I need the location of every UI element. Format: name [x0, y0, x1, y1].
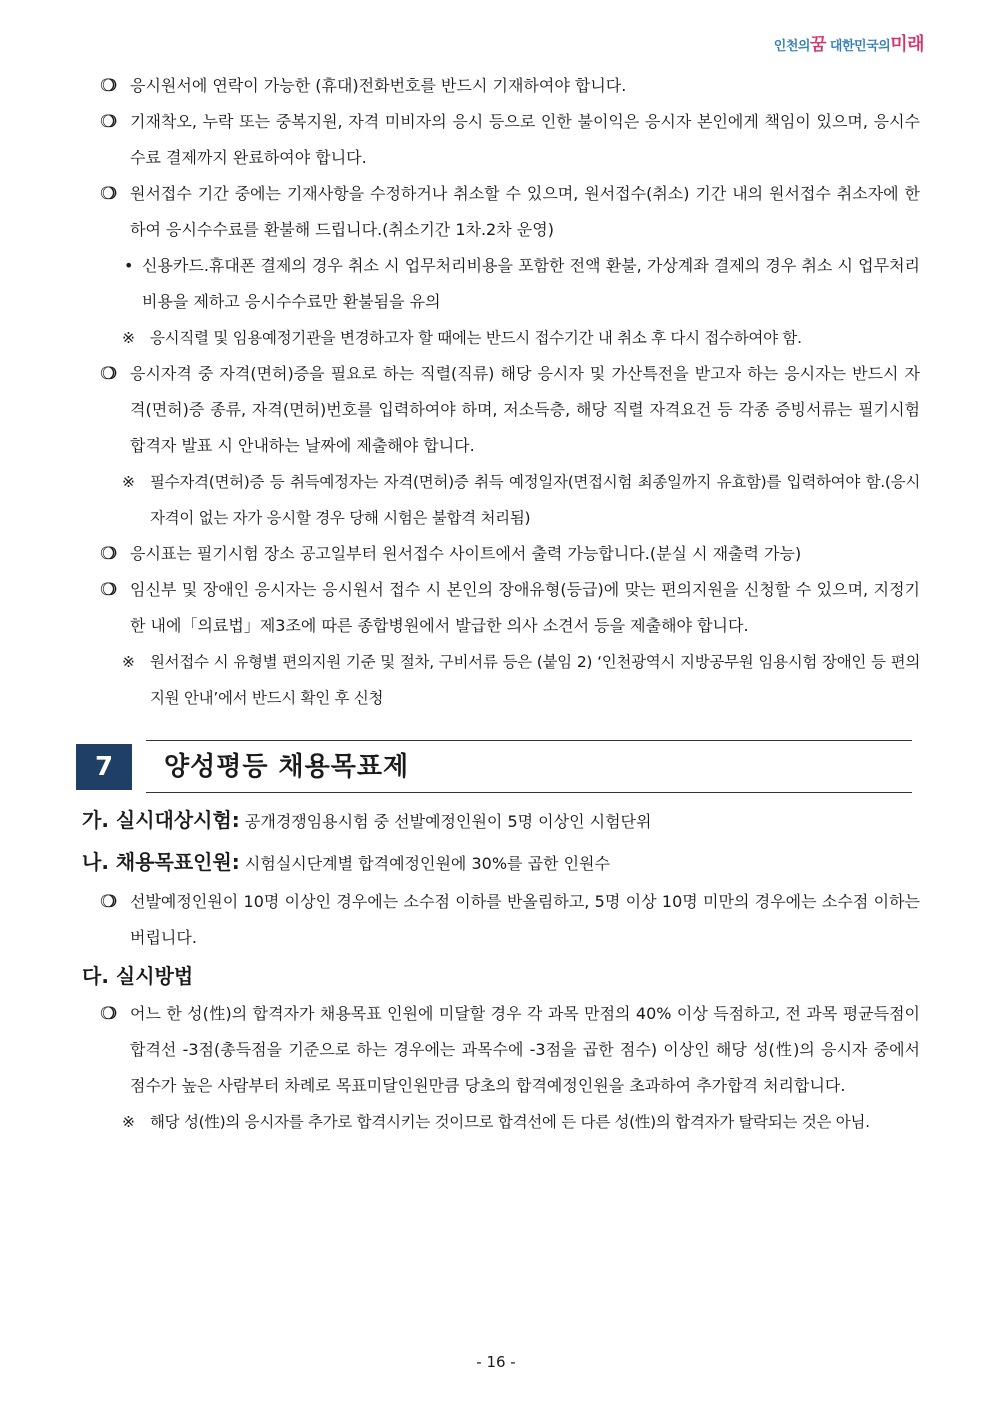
bullet-item [100, 356, 920, 464]
note-text: 해당 성(性)의 응시자를 추가로 합격시키는 것이므로 합격선에 든 다른 성(性)의 합격자가 탈락되는 것은 아님. [150, 1113, 870, 1131]
note-mark: ※ [122, 329, 135, 347]
dot-text: 신용카드.휴대폰 결제의 경우 취소 시 업무처리비용을 포함한 전액 환불, 가상계좌 결제의 경우 취소 시 업무처리비용을 제하고 응시수수료만 환불됨을 유의 [142, 256, 920, 311]
bullet-text: 응시자격 중 자격(면허)증을 필요로 하는 직렬(직류) 해당 응시자 및 가산특전을 받고자 하는 응시자는 반드시 자격(면허)증 종류, 자격(면허)번호를 입력하여야 하며, 저소득층, 해당 직렬 자격요건 등 각종 증빙서류는 필기시험 합격자 발표 시 안내하는 날짜에 제출해야 합니다. [130, 364, 920, 455]
page-content [0, 68, 992, 1140]
note-item [122, 464, 920, 536]
subsection-label: 나. 채용목표인원: [82, 850, 240, 874]
subsection-text: 시험실시단계별 합격예정인원에 30%를 곱한 인원수 [244, 854, 610, 873]
note-text: 응시직렬 및 임용예정기관을 변경하고자 할 때에는 반드시 접수기간 내 취소 후 다시 접수하여야 함. [150, 329, 802, 347]
subsection-ga [82, 800, 992, 842]
bullet-mark: ❍ ❍ [100, 184, 116, 204]
note-text: 필수자격(면허)증 등 취득예정자는 자격(면허)증 취득 예정일자(면접시험 최종일까지 유효함)를 입력하여야 함.(응시자격이 없는 자가 응시할 경우 당해 시험은 불합격 처리됨) [150, 473, 920, 527]
subsection-na [82, 842, 992, 884]
section-rule-bottom [146, 792, 912, 793]
note-item [122, 644, 920, 716]
section-rule-top [146, 740, 912, 741]
section-header [76, 740, 912, 800]
section-number: 7 [76, 744, 132, 790]
bullet-mark: ❍ ❍ [100, 112, 116, 132]
note-item [122, 1104, 920, 1140]
logo-text-3: 대한민국의 [829, 39, 891, 54]
note-mark: ※ [122, 473, 135, 491]
dot-mark: • [124, 256, 134, 275]
logo-text-1: 인천의 [773, 39, 810, 54]
bullet-item [100, 884, 920, 956]
bullet-mark: ❍ ❍ [100, 892, 116, 912]
bullet-text: 임신부 및 장애인 응시자는 응시원서 접수 시 본인의 장애유형(등급)에 맞는 편의지원을 신청할 수 있으며, 지정기한 내에「의료법」제3조에 따른 종합병원에서 발급한 의사 소견서 등을 제출해야 합니다. [130, 580, 920, 635]
bullet-mark: ❍ ❍ [100, 76, 116, 96]
bullet-item [100, 176, 920, 248]
bullet-item [100, 996, 920, 1104]
subsection-text: 공개경쟁임용시험 중 선발예정인원이 5명 이상인 시험단위 [244, 812, 652, 831]
bullet-item [100, 68, 920, 104]
bullet-text: 어느 한 성(性)의 합격자가 채용목표 인원에 미달할 경우 각 과목 만점의 40% 이상 득점하고, 전 과목 평균득점이 합격선 -3점(총득점을 기준으로 하는 경우에는 과목수에 -3점을 곱한 점수) 이상인 해당 성(性)의 응시자 중에서 점수가 높은 사람부터 차례로 목표미달인원만큼 당초의 합격예정인원을 초과하여 추가합격 처리합니다. [130, 1004, 920, 1095]
note-text: 원서접수 시 유형별 편의지원 기준 및 절차, 구비서류 등은 (붙임 2) ‘인천광역시 지방공무원 임용시험 장애인 등 편의지원 안내’에서 반드시 확인 후 신청 [150, 653, 920, 707]
bullet-mark: ❍ ❍ [100, 364, 116, 384]
logo-text-4: 미래 [890, 34, 924, 55]
bullet-text: 원서접수 기간 중에는 기재사항을 수정하거나 취소할 수 있으며, 원서접수(취소) 기간 내의 원서접수 취소자에 한하여 응시수수료를 환불해 드립니다.(취소기간 1차.2차 운영) [130, 184, 920, 239]
bullet-mark: ❍ ❍ [100, 1004, 116, 1024]
bullet-mark: ❍ ❍ [100, 580, 116, 600]
header-logo [774, 30, 924, 56]
bullet-item [100, 572, 920, 644]
bullet-item [100, 536, 920, 572]
bullet-text: 기재착오, 누락 또는 중복지원, 자격 미비자의 응시 등으로 인한 불이익은 응시자 본인에게 책임이 있으며, 응시수수료 결제까지 완료하여야 합니다. [130, 112, 920, 167]
dot-item [124, 248, 920, 320]
bullet-item [100, 104, 920, 176]
note-item [122, 320, 920, 356]
bullet-text: 응시원서에 연락이 가능한 (휴대)전화번호를 반드시 기재하여야 합니다. [130, 76, 627, 95]
note-mark: ※ [122, 1113, 135, 1131]
logo-text-2: 꿈 [809, 35, 826, 55]
subsection-label: 가. 실시대상시험: [82, 808, 240, 832]
bullet-text: 응시표는 필기시험 장소 공고일부터 원서접수 사이트에서 출력 가능합니다.(분실 시 재출력 가능) [130, 544, 802, 563]
bullet-mark: ❍ ❍ [100, 544, 116, 564]
bullet-text: 선발예정인원이 10명 이상인 경우에는 소수점 이하를 반올림하고, 5명 이상 10명 미만의 경우에는 소수점 이하는 버립니다. [130, 892, 920, 947]
subsection-da-label: 다. 실시방법 [82, 964, 194, 988]
section-title: 양성평등 채용목표제 [164, 752, 410, 782]
note-mark: ※ [122, 653, 135, 671]
page-number: - 16 - [476, 1353, 516, 1371]
